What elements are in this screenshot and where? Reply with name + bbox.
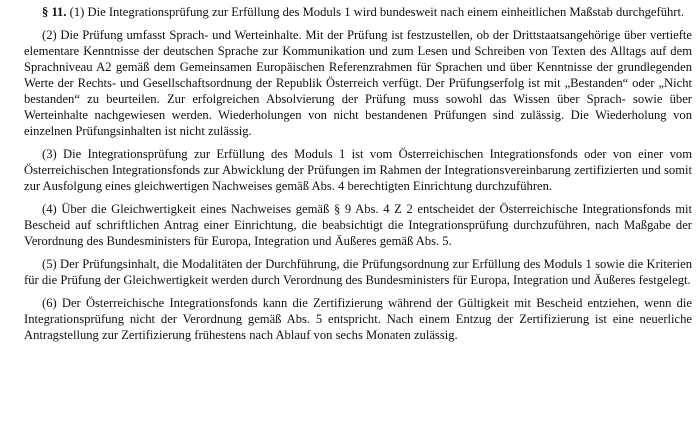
paragraph-4: (4) Über die Gleichwertigkeit eines Nachweises gemäß § 9 Abs. 4 Z 2 entscheidet der Österreichische Integrationsfonds mit Bescheid auf schriftlichen Antrag einer Einrichtung, die beabsichtigt die Integrationsprüfung durchzuführen, nach Maßgabe der Verordnung des Bundesministers für Europa, Integration und Äußeres gemäß Abs. 5. bbox=[24, 202, 692, 248]
paragraph-6: (6) Der Österreichische Integrationsfonds kann die Zertifizierung während der Gültigkeit mit Bescheid entziehen, wenn die Integrationsprüfung nicht der Verordnung gemäß Abs. 5 entspricht. Nach einem Entzug der Zertifizierung ist eine neuerliche Antragstellung zur Zertifizierung frühestens nach Ablauf von sechs Monaten zulässig. bbox=[24, 296, 692, 342]
paragraph-1 bbox=[24, 4, 692, 20]
section-heading: § 11. bbox=[42, 5, 67, 19]
legal-document bbox=[24, 4, 692, 350]
paragraph-3: (3) Die Integrationsprüfung zur Erfüllung des Moduls 1 ist vom Österreichischen Integrationsfonds oder von einer vom Österreichischen Integrationsfonds zur Abwicklung der Prüfungen im Rahmen der Integrationsvereinbarung zertifizierten und somit zur Ausfolgung eines gleichwertigen Nachweises gemäß Abs. 4 berechtigten Einrichtung durchzuführen. bbox=[24, 147, 692, 193]
paragraph-1-text: (1) Die Integrationsprüfung zur Erfüllung des Moduls 1 wird bundesweit nach einem einheitlichen Maßstab durchgeführt. bbox=[69, 5, 685, 19]
paragraph-2: (2) Die Prüfung umfasst Sprach- und Werteinhalte. Mit der Prüfung ist festzustellen, ob der Drittstaatsangehörige über vertiefte elementare Kenntnisse der deutschen Sprache zur Kommunikation und zum Lesen und Schreiben von Texten des Alltags auf dem Sprachniveau A2 gemäß dem Gemeinsamen Europäischen Referenzrahmen für Sprachen und über Kenntnisse der grundlegenden Werte der Rechts- und Gesellschaftsordnung der Republik Österreich verfügt. Der Prüfungserfolg ist mit „Bestanden“ oder „Nicht bestanden“ zu beurteilen. Zur erfolgreichen Absolvierung der Prüfung muss sowohl das Wissen über Sprach- sowie über Werteinhalte nachgewiesen werden. Wiederholungen von nicht bestandenen Prüfungen sind zulässig. Die Wiederholung von einzelnen Prüfungsinhalten ist nicht zulässig. bbox=[24, 28, 692, 138]
paragraph-5: (5) Der Prüfungsinhalt, die Modalitäten der Durchführung, die Prüfungsordnung zur Erfüllung des Moduls 1 sowie die Kriterien für die Prüfung der Gleichwertigkeit werden durch Verordnung des Bundesministers für Europa, Integration und Äußeres festgelegt. bbox=[24, 257, 692, 287]
